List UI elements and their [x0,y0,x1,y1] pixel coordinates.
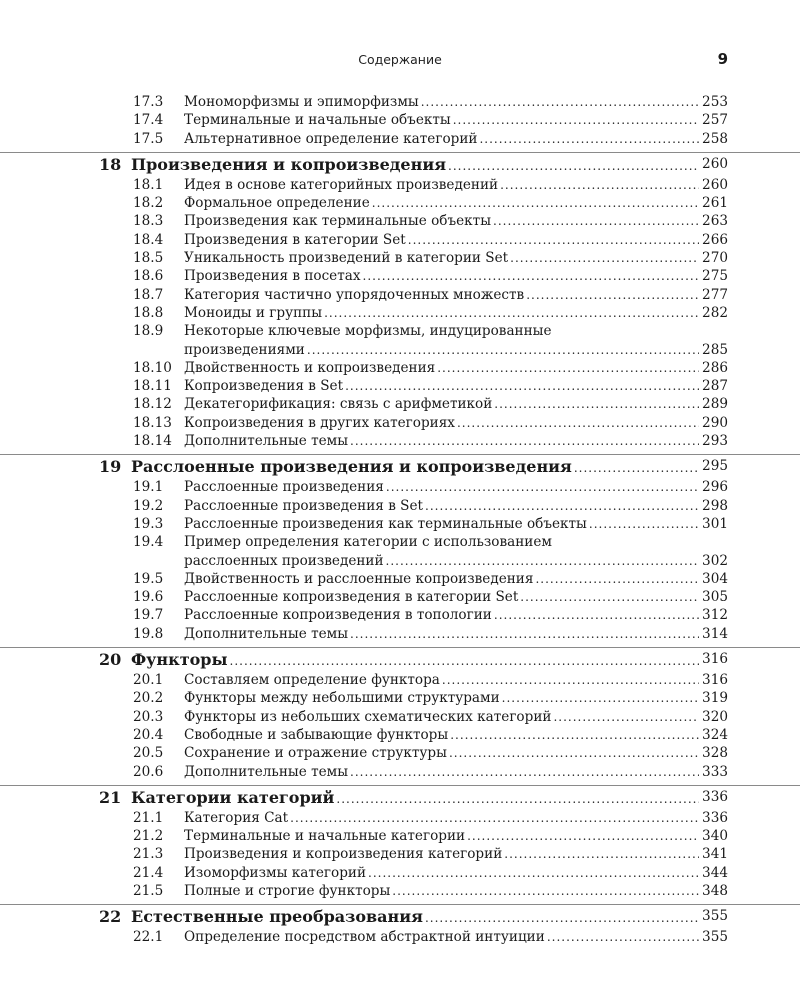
section-title: Функторы между небольшими структурами [184,690,500,707]
dot-leader [448,153,699,178]
dot-leader [290,809,699,827]
section-number: 18.8 [133,304,164,321]
entry-page-number: 285 [702,341,728,358]
entry-title-with-leader [184,395,699,413]
section-title: Декатегорификация: связь с арифметикой [184,396,493,413]
toc-section-entry[interactable] [0,341,800,359]
entry-page-number: 328 [702,745,728,762]
entry-title-with-leader [184,341,699,359]
entry-title-with-leader [184,928,699,946]
entry-title-with-leader [184,708,699,726]
section-number: 21.5 [133,882,164,899]
toc-section-entry[interactable] [0,845,800,863]
running-header-title: Содержание [358,52,442,67]
toc-section-entry[interactable] [0,763,800,781]
dot-leader [425,497,699,515]
toc-section-entry[interactable] [0,130,800,148]
section-title: Произведения как терминальные объекты [184,213,492,230]
chapter-title: Функторы [131,650,228,670]
dot-leader [449,744,699,762]
section-title: Моноиды и группы [184,304,323,321]
toc-section-entry[interactable] [0,249,800,267]
entry-page-number: 344 [702,864,728,881]
section-title: Произведения в посетах [184,268,361,285]
toc-section-entry[interactable] [0,671,800,689]
dot-leader [408,231,699,249]
entry-title-with-leader [131,455,699,480]
dot-leader [421,93,699,111]
entry-title-with-leader [131,905,699,930]
dot-leader [425,905,699,930]
section-title: Двойственность и копроизведения [184,359,436,376]
entry-title-with-leader [184,212,699,230]
toc-chapter-entry[interactable] [0,785,800,809]
section-title: Дополнительные темы [184,433,349,450]
section-number: 20.1 [133,672,164,689]
section-number: 21.2 [133,828,164,845]
chapter-number: 18 [99,154,122,174]
entry-title-with-leader [184,671,699,689]
dot-leader [526,286,699,304]
dot-leader [392,882,699,900]
section-number: 17.3 [133,94,164,110]
dot-leader [386,478,699,496]
entry-page-number: 287 [702,378,728,395]
section-title: Расслоенные произведения в Set [184,497,423,514]
entry-page-number: 312 [702,607,728,624]
entry-page-number: 260 [702,155,728,172]
section-number: 21.4 [133,864,164,881]
dot-leader [535,570,699,588]
toc-section-entry[interactable] [0,928,800,946]
dot-leader [350,625,699,643]
entry-title-with-leader [184,606,699,624]
section-title: расслоенных произведений [184,552,384,569]
entry-page-number: 301 [702,515,728,532]
chapter-number: 21 [99,787,122,807]
section-title: Произведения и копроизведения категорий [184,846,503,863]
chapter-title: Категории категорий [131,787,335,807]
section-number: 18.7 [133,286,164,303]
entry-page-number: 293 [702,433,728,450]
section-title: Расслоенные произведения как терминальные объекты [184,515,587,532]
dot-leader [453,111,699,129]
section-number: 21.1 [133,809,164,826]
section-title: Изоморфизмы категорий [184,864,367,881]
entry-page-number: 341 [702,846,728,863]
toc-section-entry[interactable] [0,606,800,624]
entry-page-number: 270 [702,250,728,267]
entry-title-with-leader [184,515,699,533]
dot-leader [504,845,699,863]
dot-leader [372,194,699,212]
toc-chapter-entry[interactable] [0,647,800,671]
toc-section-entry[interactable] [0,304,800,322]
section-number: 19.8 [133,625,164,642]
section-title: Свободные и забывающие функторы [184,726,449,743]
chapter-title: Произведения и копроизведения [131,154,447,174]
dot-leader [589,515,699,533]
section-title: произведениями [184,341,305,358]
dot-leader [574,455,699,480]
entry-page-number: 275 [702,268,728,285]
dot-leader [437,359,699,377]
section-number: 17.4 [133,112,164,129]
entry-title-with-leader [184,809,699,827]
section-title: Полные и строгие функторы [184,882,391,899]
table-of-contents [0,93,800,947]
section-title: Двойственность и расслоенные копроизведения [184,570,534,587]
entry-page-number: 348 [702,882,728,899]
section-number: 18.13 [133,414,172,431]
toc-section-entry[interactable] [0,570,800,588]
section-title: Терминальные и начальные объекты [184,112,451,129]
entry-title-with-leader [184,359,699,377]
section-number: 20.4 [133,726,164,743]
entry-title-with-leader [184,827,699,845]
toc-section-entry[interactable] [0,231,800,249]
entry-page-number: 340 [702,828,728,845]
entry-title-with-leader [131,786,699,811]
section-number: 20.6 [133,763,164,780]
entry-title-with-leader [184,864,699,882]
dot-leader [493,212,699,230]
toc-section-entry[interactable] [0,432,800,450]
entry-title-with-leader [184,845,699,863]
section-number: 18.9 [133,323,164,340]
entry-title-with-leader [184,286,699,304]
dot-leader [363,267,699,285]
section-number: 18.6 [133,268,164,285]
dot-leader [350,432,699,450]
entry-page-number: 305 [702,589,728,606]
section-number: 20.3 [133,708,164,725]
section-title: Идея в основе категорийных произведений [184,176,499,193]
toc-chapter-entry[interactable] [0,904,800,928]
entry-page-number: 304 [702,570,728,587]
entry-page-number: 319 [702,690,728,707]
entry-title-with-leader [184,304,699,322]
toc-section-entry[interactable] [0,497,800,515]
page-number: 9 [717,50,728,68]
section-title: Категория Cat [184,809,289,826]
entry-title-with-leader [184,478,699,496]
entry-title-with-leader [131,648,699,673]
entry-page-number: 260 [702,176,728,193]
entry-title-with-leader [184,726,699,744]
entry-title-with-leader [184,588,699,606]
entry-page-number: 289 [702,396,728,413]
section-title: Функторы из небольших схематических категорий [184,708,552,725]
entry-title-with-leader [184,552,699,570]
section-number: 18.3 [133,213,164,230]
section-number: 19.5 [133,570,164,587]
entry-page-number: 298 [702,497,728,514]
entry-page-number: 295 [702,458,728,475]
entry-title-with-leader [184,176,699,194]
toc-section-entry[interactable] [0,726,800,744]
section-number: 19.2 [133,497,164,514]
toc-section-entry[interactable] [0,359,800,377]
toc-section-entry[interactable] [0,744,800,762]
chapter-number: 22 [99,907,122,927]
section-number: 22.1 [133,929,164,946]
section-number: 19.7 [133,607,164,624]
entry-title-with-leader [184,432,699,450]
chapter-number: 20 [99,650,122,670]
entry-page-number: 355 [702,908,728,925]
toc-section-entry[interactable] [0,395,800,413]
dot-leader [350,763,699,781]
entry-title-with-leader [184,744,699,762]
entry-page-number: 257 [702,112,728,129]
entry-title-with-leader [131,153,699,178]
chapter-title: Расслоенные произведения и копроизведения [131,457,572,477]
entry-page-number: 324 [702,726,728,743]
section-title: Расслоенные копроизведения в категории Set [184,589,519,606]
entry-title-with-leader [184,130,699,148]
entry-page-number: 302 [702,552,728,569]
page-header [0,48,800,72]
toc-section-entry[interactable] [0,93,800,111]
chapter-number: 19 [99,457,122,477]
section-number: 18.11 [133,378,172,395]
dot-leader [368,864,699,882]
entry-title-with-leader [184,625,699,643]
dot-leader [230,648,700,673]
section-title: Расслоенные произведения [184,479,384,496]
section-title: Формальное определение [184,195,370,212]
toc-section-entry[interactable] [0,267,800,285]
toc-section-entry[interactable] [0,176,800,194]
section-title: Некоторые ключевые морфизмы, индуцированные [184,323,552,340]
toc-section-entry[interactable] [0,515,800,533]
section-title: Альтернативное определение категорий [184,130,478,147]
entry-page-number: 336 [702,788,728,805]
entry-title-with-leader [184,249,699,267]
dot-leader [479,130,699,148]
section-title: Дополнительные темы [184,763,349,780]
section-number: 18.12 [133,396,172,413]
section-number: 18.1 [133,176,164,193]
section-number: 18.5 [133,250,164,267]
entry-title-with-leader [184,414,699,432]
dot-leader [450,726,699,744]
entry-page-number: 316 [702,672,728,689]
section-title: Произведения в категории Set [184,231,406,248]
section-number: 21.3 [133,846,164,863]
dot-leader [553,708,699,726]
entry-title-with-leader [184,570,699,588]
dot-leader [345,377,699,395]
entry-page-number: 258 [702,130,728,147]
section-number: 19.6 [133,589,164,606]
dot-leader [442,671,699,689]
section-title: Составляем определение функтора [184,672,440,689]
toc-chapter-entry[interactable] [0,454,800,478]
entry-page-number: 277 [702,286,728,303]
toc-section-entry[interactable] [0,286,800,304]
entry-title-with-leader [184,194,699,212]
entry-page-number: 253 [702,94,728,110]
dot-leader [500,176,699,194]
entry-title-with-leader [184,267,699,285]
section-title: Сохранение и отражение структуры [184,745,447,762]
toc-section-entry[interactable] [0,194,800,212]
toc-section-entry[interactable] [0,809,800,827]
toc-section-entry[interactable] [0,111,800,129]
dot-leader [386,552,699,570]
toc-entry-line [0,322,800,340]
dot-leader [547,928,699,946]
section-title: Уникальность произведений в категории Set [184,250,509,267]
section-number: 18.4 [133,231,164,248]
toc-section-entry[interactable] [0,212,800,230]
entry-page-number: 320 [702,708,728,725]
dot-leader [510,249,699,267]
entry-page-number: 290 [702,414,728,431]
section-title: Определение посредством абстрактной интуиции [184,929,545,946]
dot-leader [467,827,699,845]
dot-leader [324,304,699,322]
section-title: Копроизведения в Set [184,378,344,395]
toc-section-entry[interactable] [0,864,800,882]
toc-section-entry[interactable] [0,827,800,845]
section-number: 18.10 [133,359,172,376]
section-title: Категория частично упорядоченных множеств [184,286,525,303]
section-number: 19.3 [133,515,164,532]
entry-page-number: 316 [702,651,728,668]
toc-section-entry[interactable] [0,414,800,432]
dot-leader [502,689,699,707]
dot-leader [457,414,699,432]
entry-title-with-leader [184,111,699,129]
section-title: Пример определения категории с использованием [184,534,552,551]
toc-section-entry[interactable] [0,377,800,395]
entry-page-number: 314 [702,625,728,642]
section-number: 18.2 [133,195,164,212]
entry-page-number: 355 [702,929,728,946]
toc-section-entry[interactable] [0,689,800,707]
entry-title-with-leader [184,497,699,515]
toc-chapter-entry[interactable] [0,152,800,176]
dot-leader [494,606,699,624]
chapter-title: Естественные преобразования [131,907,423,927]
dot-leader [494,395,699,413]
section-number: 19.4 [133,534,164,551]
toc-section-entry[interactable] [0,882,800,900]
entry-page-number: 282 [702,304,728,321]
dot-leader [336,786,699,811]
dot-leader [520,588,699,606]
section-number: 18.14 [133,433,172,450]
toc-entry-line [0,533,800,551]
section-title: Копроизведения в других категориях [184,414,455,431]
entry-title-with-leader [184,763,699,781]
dot-leader [307,341,699,359]
toc-section-entry[interactable] [0,588,800,606]
section-title: Мономорфизмы и эпиморфизмы [184,94,419,110]
entry-page-number: 263 [702,213,728,230]
entry-page-number: 336 [702,809,728,826]
section-number: 20.5 [133,745,164,762]
section-title: Расслоенные копроизведения в топологии [184,607,492,624]
entry-page-number: 286 [702,359,728,376]
entry-title-with-leader [184,689,699,707]
entry-page-number: 266 [702,231,728,248]
section-number: 19.1 [133,479,164,496]
entry-title-with-leader [184,377,699,395]
toc-section-entry[interactable] [0,478,800,496]
toc-section-entry[interactable] [0,625,800,643]
entry-title-with-leader [184,882,699,900]
entry-page-number: 333 [702,763,728,780]
toc-section-entry[interactable] [0,708,800,726]
entry-title-with-leader [184,231,699,249]
section-number: 20.2 [133,690,164,707]
section-title: Терминальные и начальные категории [184,828,466,845]
entry-title-with-leader [184,93,699,111]
entry-page-number: 296 [702,479,728,496]
entry-page-number: 261 [702,195,728,212]
section-title: Дополнительные темы [184,625,349,642]
toc-section-entry[interactable] [0,552,800,570]
section-number: 17.5 [133,130,164,147]
